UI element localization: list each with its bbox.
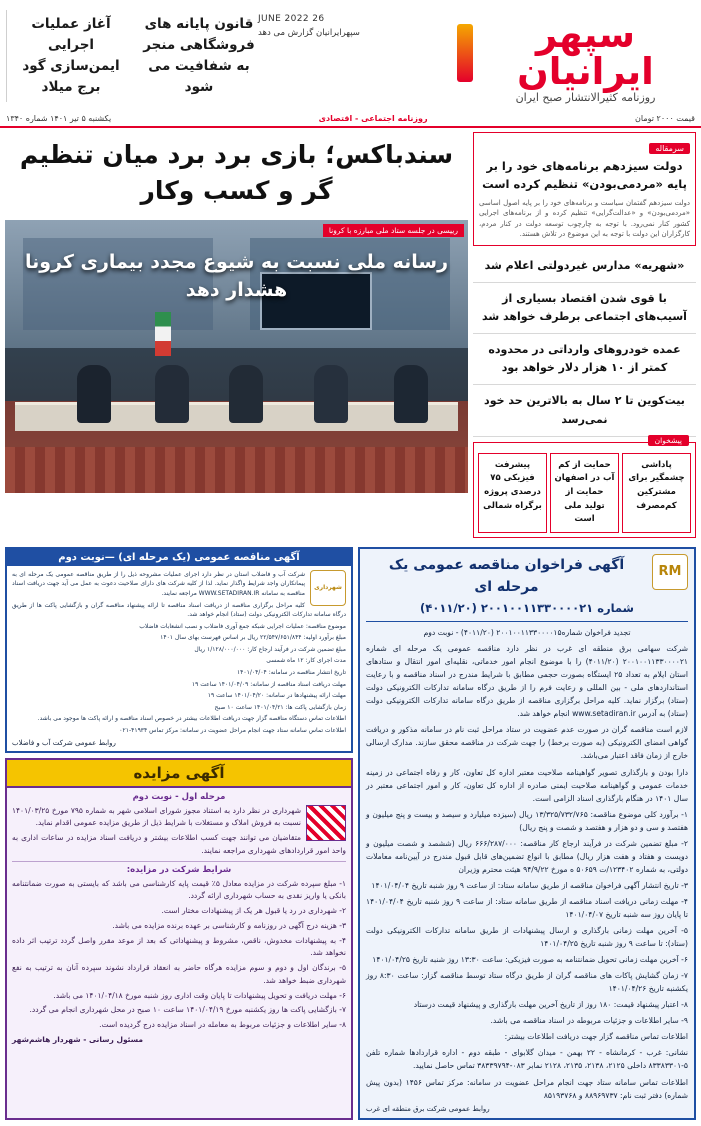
masthead-issue: یکشنبه ۵ تیر ۱۴۰۱ شماره ۱۳۴۰: [6, 114, 112, 123]
tender-ad-paragraph: ۲- مبلغ تضمین شرکت در فرآیند ارجاع کار مناقصه: ۶۶۶/۲۸۷/۰۰۰ ریال (ششصد و شصت میلیون و دویست و هفتاد و هفت هزار ریال) مطابق با انواع تضمین‌های قابل قبول مندرج در آیین‌نامه معاملات دولتی، به شماره ۱۲۳۴۰۲/ت ۵۰۶۵۹ ه مورخ ۹۴/۹/۲۲ هیئت محترم وزیران: [366, 838, 689, 874]
tender-ad-footer: روابط عمومی شرکت برق منطقه ای غرب: [366, 1104, 490, 1113]
masthead-slogan: سپهرایرانیان گزارش می دهد: [258, 28, 360, 38]
auction-item: ۲- شهرداری در رد یا قبول هر یک از پیشنهادات مختار است.: [161, 906, 346, 916]
tender-ad-paragraph: ۴- مهلت زمانی دریافت اسناد مناقصه از طریق سامانه ستاد: از ساعت ۹ روز شنبه تاریخ ۱۴۰۱/۰۴/۰۴ تا پایان روز سه شنبه تاریخ ۱۴۰۱/۰۴/۰۷: [366, 896, 688, 919]
tender-left-line: تاریخ انتشار مناقصه در سامانه: ۱۴۰۱/۰۴/۰۴: [236, 669, 346, 677]
newspaper-logo-icon: [457, 24, 473, 82]
photo-flag-icon: [155, 312, 171, 356]
masthead-price: قیمت ۲۰۰۰ تومان: [635, 114, 695, 123]
auction-ad[interactable]: [5, 758, 353, 1120]
tender-left-line: موضوع مناقصه: عملیات اجرایی شبکه جمع آوری فاضلاب و نصب انشعابات فاضلاب: [139, 622, 346, 630]
auction-item: ۳- هزینه درج آگهی در روزنامه و کارشناسی بر عهده برنده مزایده می باشد.: [112, 920, 346, 930]
tender-left-line: مهلت دریافت اسناد مناقصه از سامانه: ۱۴۰۱/۰۴/۰۹ ساعت ۱۹: [191, 680, 346, 688]
tender-left-footer: روابط عمومی شرکت آب و فاضلاب: [12, 738, 116, 747]
brief-title: «شهریه» مدارس غیردولتی اعلام شد: [484, 258, 685, 272]
auction-signature: مسئول رسانی - شهردار هاشم‌شهر: [12, 1034, 144, 1044]
tender-ad-paragraph: ۵- آخرین مهلت زمانی بارگذاری و ارسال پیشنهادات از طریق سامانه تدارکات الکترونیکی دولت (ستاد): تا ساعت ۹ روز شنبه تاریخ ۱۴۰۱/۰۴/۲۵: [366, 926, 688, 949]
advertisements: [0, 542, 701, 1126]
brief-item[interactable]: [473, 334, 696, 385]
masthead-info-strip: [6, 114, 695, 123]
photo-carpet-shape: [5, 447, 468, 493]
masthead-headlines: [6, 10, 263, 102]
tender-ad-paragraph: ۸- اعتبار پیشنهاد قیمت: ۱۸۰ روز از تاریخ آخرین مهلت بارگذاری و پیشنهاد قیمت درستاد: [413, 1000, 688, 1010]
tender-ad-paragraph: لازم است مناقصه گران در صورت عدم عضویت در ستاد مراحل ثبت نام در سامانه مذکور و دریافت گواهی امضای الکترونیکی (به صورت برخط) را جهت شرکت در مناقصه محقق سازند. مدارک ارسالی خارج از زمان فاقد اعتبار می‌باشد.: [366, 725, 688, 761]
brief-item[interactable]: [473, 250, 696, 283]
tender-left-line: شرکت آب و فاضلاب استان در نظر دارد اجرای عملیات مشروحه ذیل را از طریق مناقصه عمومی یک مرحله ای به پیمانکاران واجد شرایط واگذار نماید. لذا از کلیه شرکت های دارای صلاحیت دعوت به عمل می آید جهت دریافت اسناد مناقصه به سامانه WWW.SETADIRAN.IR مراجعه نمایند.: [12, 570, 305, 597]
auction-item: ۱- مبلغ سپرده شرکت در مزایده معادل ۵٪ قیمت پایه کارشناسی می باشد که بایستی به صورت ضمانتنامه بانکی یا واریز نقدی به حساب شهرداری ارائه گردد.: [12, 878, 346, 901]
photo-caption: رییسی در جلسه ستاد ملی مبارزه با کرونا: [323, 224, 464, 237]
tender-ad-number: شماره ۲۰۰۱۰۰۱۱۳۳۰۰۰۰۲۱ (۴۰۱۱/۲۰): [366, 599, 688, 623]
masthead-date-en: 26 JUNE 2022: [258, 14, 325, 24]
pishkhan-item[interactable]: حمایت از کم آب در اصفهان حمایت از تولید ملی است: [550, 453, 619, 533]
brief-item[interactable]: [473, 385, 696, 436]
tender-left-line: مدت اجرای کار: ۱۲ ماه شمسی: [266, 657, 346, 665]
auction-notice: متقاضیان می توانند جهت کسب اطلاعات بیشتر و دریافت اسناد مزایده در ساعات اداری به واحد امور قراردادهای شهرداری مراجعه نمایند.: [12, 833, 346, 855]
tender-ad-renew: تجدید فراخوان شماره۲۰۰۱۰۰۱۱۳۳۰۰۰۰۱۵ (۴۰۱۱/۲۰) - نوبت دوم: [423, 628, 631, 638]
tender-ad-left-title: آگهی مناقصه عمومی (یک مرحله ای) —نوبت دوم: [7, 549, 351, 566]
editorial-title: دولت سیزدهم برنامه‌های خود را بر پایه «مردمی‌بودن» تنظیم کرده است: [482, 159, 687, 192]
tender-ad-paragraph: اطلاعات تماس سامانه ستاد جهت انجام مراحل عضویت در سامانه: مرکز تماس ۱۴۵۶ (بدون پیش شماره) دفتر ثبت نام: ۸۸۹۶۹۷۳۷ و ۸۵۱۹۳۷۶۸: [366, 1077, 688, 1100]
pishkhan-grid: [478, 453, 691, 533]
ads-left-column: [5, 547, 353, 1120]
lead-headline: سندباکس؛ بازی برد برد میان تنظیم گر و کسب وکار: [19, 140, 454, 206]
masthead-headline[interactable]: آغاز عملیات اجرایی ایمن‌سازی گود برج میلاد: [6, 10, 135, 102]
tender-left-line: مبلغ برآورد اولیه: ۲۲/۵۴۷/۶۵۱/۸۴۴ ریال بر اساس فهرست بهای سال ۱۴۰۱: [160, 634, 346, 642]
auction-item: ۶- مهلت دریافت و تحویل پیشنهادات تا پایان وقت اداری روز شنبه مورخ ۱۴۰۱/۰۴/۱۸ می باشد.: [53, 990, 346, 1000]
editorial-box[interactable]: [473, 132, 696, 246]
tender-left-line: اطلاعات تماس سامانه ستاد جهت انجام مراحل عضویت در سامانه: مرکز تماس ۴۱۹۳۴-۰۲۱: [119, 727, 346, 735]
auction-logo-icon: [306, 805, 346, 841]
lead-story-column: [5, 132, 468, 538]
lead-story[interactable]: [5, 132, 468, 216]
tender-ad-paragraph: ۶- آخرین مهلت زمانی تحویل ضمانتنامه به صورت فیزیکی: ساعت ۱۳:۳۰ روز شنبه تاریخ ۱۴۰۱/۰۴/۲۵: [372, 955, 688, 965]
tender-ad-paragraph: ۷- زمان گشایش پاکات های مناقصه گران از طریق درگاه ستاد توسط مناقصه گزار: ساعت ۸:۳۰ روز یکشنبه تاریخ ۱۴۰۱/۰۴/۲۶: [366, 971, 688, 994]
brief-title: بیت‌کوین تا ۲ سال به بالاترین حد خود نمی‌رسد: [484, 394, 685, 426]
photo-person-shape: [314, 365, 348, 423]
pishkhan-box: [473, 435, 696, 538]
tender-ad-paragraph: ۹- سایر اطلاعات و جزئیات مربوطه در اسناد مناقصه می باشد.: [490, 1016, 688, 1026]
auction-divider: [12, 861, 346, 862]
masthead-headline[interactable]: قانون پایانه های فروشگاهی منجر به شفافیت می شود: [143, 16, 255, 95]
tender-ad-paragraph: نشانی: غرب - کرمانشاه - ۲۲ بهمن - میدان گلابوای - طبقه دوم - اداره قراردادها شماره تلفن ۵-۸۳۳۸۳۳۰۱ داخلی ۲۱۲۵، ۲۱۳۸، ۲۱۳۵، ۲۱۲۸ نمابر ۰۸۳-۳۸۳۳۹۷۹۴ تماس حاصل نمایید.: [366, 1048, 689, 1071]
auction-item: ۷- بازگشایی پاکت ها روز یکشنبه مورخ ۱۴۰۱/۰۴/۱۹ ساعت ۱۰ صبح در محل شهرداری انجام می گردد.: [29, 1005, 346, 1015]
auction-round: مرحله اول - نوبت دوم: [132, 791, 226, 802]
pishkhan-label: پیشخوان: [648, 435, 689, 446]
brief-title: با قوی شدن اقتصاد بسیاری از آسیب‌های اجتماعی برطرف خواهد شد: [482, 291, 687, 324]
tender-ad-paragraph: دارا بودن و بارگذاری تصویر گواهینامه صلاحیت معتبر اداره کل تعاون، کار و رفاه اجتماعی در زمینه خدمات عمومی و گواهینامه صلاحیت ایمنی صادره از اداره کل تعاون، کار و امور اجتماعی معتبر در سال ۱۴۰۱ در هنگام بارگذاری اسناد الزامی است.: [366, 767, 688, 803]
tender-ad-paragraph: شرکت سهامی برق منطقه ای غرب در نظر دارد مناقصه عمومی یک مرحله ای شماره ۲۰۰۱۰۰۱۱۳۳۰۰۰۰۲۱ (۴۰۱۱/۲۰) را با موضوع انجام امور خدماتی، نقلیه‌ای امور انتقال و ستادهای استان ایلام به تعداد ۲۵ ایستگاه بصورت حجمی مطابق با شرایط مندرج در اسناد مناقصه و با رعایت استانداردهای ملی - بین المللی و رعایت فرم را از طریق درگاه سامانه تدارکات الکترونیکی دولت (ستاد) برگزار نماید. کلیه مراحل برگزاری مناقصه از طریق درگاه سامانه تدارکات الکترونیکی دولت (ستاد) به آدرس www.setadiran.ir انجام خواهد شد.: [366, 644, 688, 719]
tender-ad-paragraph: ۱- برآورد کلی موضوع مناقصه: ۱۳/۳۲۵/۷۳۲/۷۶۵ ریال (سیزده میلیارد و سیصد و بیست و پنج میلیون و هفتصد و سی و دو هزار و هفتصد و شصت و پنج ریال): [366, 809, 689, 832]
photo-overlay-headline: رسانه ملی نسبت به شیوع مجدد بیماری کرونا هشدار دهد: [24, 250, 449, 301]
tender-ad-right[interactable]: [358, 547, 696, 1120]
newspaper-title: [478, 13, 693, 104]
tender-left-line: اطلاعات تماس دستگاه مناقصه گزار جهت دریافت اطلاعات بیشتر در خصوص اسناد مناقصه و ارائه پاکت ها موجود می باشد.: [37, 715, 346, 723]
editorial-body: دولت سیزدهم گفتمان سیاست و برنامه‌های خود را بر پایه اصول اساسی «مردمی‌بودن» و «عدالت‌گرایی» تنظیم کرده و از برنامه‌های اجرایی کشور کنار نمی‌رود. با توجه به چارچوب توسعه دولت در کنار مردم، کارگزاران این دولت با توجه به این موضوع در تلاش هستند.: [479, 198, 690, 239]
municipality-logo-icon: شهرداری: [310, 570, 346, 606]
tender-left-line: مهلت ارائه پیشنهادها در سامانه: ۱۴۰۱/۰۴/۲۰ ساعت ۱۹: [207, 692, 346, 700]
tender-ad-paragraph: اطلاعات تماس مناقصه گزار جهت دریافت اطلاعات بیشتر:: [504, 1032, 688, 1042]
photo-person-shape: [155, 365, 189, 423]
masthead: [0, 0, 701, 128]
auction-item: ۴- به پیشنهادات مخدوش، ناقص، مشروط و پیشنهاداتی که بعد از موعد مقرر واصل گردد ترتیب اثر داده نخواهد شد.: [12, 935, 346, 958]
tender-ad-title: آگهی فراخوان مناقصه عمومی یک مرحله ای: [388, 556, 625, 596]
auction-item: ۵- برندگان اول و دوم و سوم مزایده هرگاه حاضر به انعقاد قرارداد نشوند سپرده آنان به ترتیب به نفع شهرداری ضبط خواهد شد.: [12, 963, 346, 985]
tender-ad-left[interactable]: [5, 547, 353, 753]
auction-section-title: شرایط شرکت در مزایده:: [126, 864, 232, 875]
brief-item[interactable]: [473, 283, 696, 334]
auction-title: آگهی مزایده: [7, 760, 351, 788]
photo-person-shape: [77, 365, 111, 423]
sidebar-briefs: [473, 132, 696, 538]
tender-left-line: کلیه مراحل برگزاری مناقصه از دریافت اسناد مناقصه تا ارائه پیشنهاد مناقصه گران و بازگشایی پاکت ها از طریق درگاه سامانه تدارکات الکترونیکی دولت (ستاد) انجام خواهد شد.: [12, 601, 346, 619]
tender-left-line: مبلغ تضمین شرکت در فرآیند ارجاع کار: ۱/۱۲۸/۰۰۰/۰۰۰ ریال: [194, 645, 346, 653]
newspaper-title-sub: روزنامه کثیرالانتشار صبح ایران: [515, 91, 656, 104]
auction-item: ۸- سایر اطلاعات و جزئیات مربوط به معامله در اسناد مزایده درج گردیده است.: [99, 1020, 346, 1030]
brief-title: عمده خودروهای وارداتی در محدوده کمتر از ۱۰ هزار دلار خواهد بود: [488, 343, 681, 375]
newspaper-title-main: سپهر ایرانیان: [517, 13, 654, 93]
masthead-category: روزنامه اجتماعی - اقتصادی: [318, 114, 428, 123]
pishkhan-item[interactable]: پاداشی چشمگیر برای مشترکین کم‌مصرف: [622, 453, 691, 533]
tender-ad-paragraph: ۳- تاریخ انتشار آگهی فراخوان مناقصه از طریق سامانه ستاد: از ساعت ۹ روز شنبه تاریخ ۱۴۰۱/۰۴/۰۴: [371, 880, 688, 890]
main-content: [0, 128, 701, 542]
photo-person-shape: [394, 365, 428, 423]
company-logo-icon: RM: [652, 554, 688, 590]
photo-person-shape: [229, 365, 263, 423]
tender-left-line: زمان بازگشایی پاکت ها: ۱۴۰۱/۰۴/۲۱ ساعت ۱۰ صبح: [214, 703, 346, 711]
pishkhan-item[interactable]: پیشرفت فیزیکی ۷۵ درصدی پروژه برگراه شمالی: [478, 453, 547, 533]
lead-photo: [5, 220, 468, 493]
editorial-tag: سرمقاله: [649, 143, 690, 154]
auction-intro: شهرداری در نظر دارد به استناد مجوز شورای اسلامی شهر به شماره ۷۹۵ مورخ ۱۴۰۱/۰۳/۲۵ نسبت به فروش املاک و مستغلات با شرایط ذیل از طریق مزایده عمومی اقدام نماید.: [12, 805, 302, 828]
